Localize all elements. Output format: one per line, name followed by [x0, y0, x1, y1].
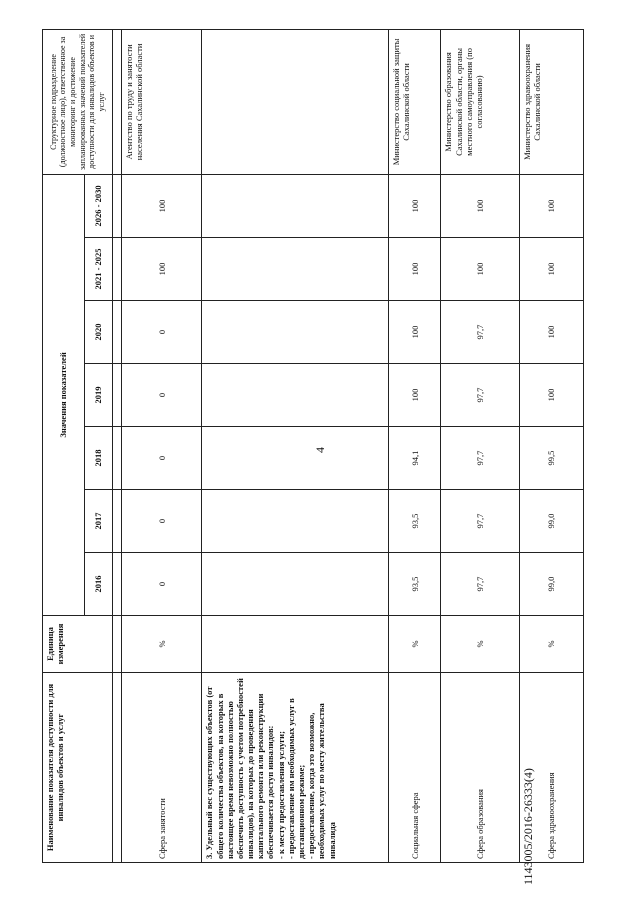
row-value: 100 — [519, 174, 583, 237]
row-name: Сфера образования — [441, 673, 519, 863]
row-value: 100 — [441, 238, 519, 301]
row-value: 0 — [122, 553, 202, 616]
row-value: 99,0 — [519, 553, 583, 616]
row-name: Сфера здравоохранения — [519, 673, 583, 863]
row-value: 99,5 — [519, 427, 583, 490]
header-values-group: Значения показателей — [43, 174, 85, 615]
row-value: 97,7 — [441, 301, 519, 364]
indicator-3-item: - предоставление, когда это возможно, необходимых услуг по месту жительства инвалида — [306, 703, 337, 859]
indicator-table — [42, 29, 584, 863]
header-responsible: Структурное подразделение (должностное лицо), ответственное за мониторинг и достижение запланированных значений показателей доступности для инвалидов объектов и услуг — [43, 29, 113, 174]
row-unit: % — [441, 616, 519, 673]
indicator-table-rotated — [42, 31, 584, 863]
row-value: 93,5 — [389, 490, 441, 553]
row-value: 100 — [389, 301, 441, 364]
row-value: 100 — [519, 238, 583, 301]
table-row-social — [389, 29, 441, 862]
header-year: 2017 — [85, 490, 113, 553]
header-year: 2016 — [85, 553, 113, 616]
row-value: 0 — [122, 364, 202, 427]
row-value: 100 — [389, 174, 441, 237]
table-row-employment — [122, 29, 202, 862]
row-value: 100 — [519, 364, 583, 427]
table-row-education — [441, 29, 519, 862]
row-value: 93,5 — [389, 553, 441, 616]
row-responsible: Министерство социальной защиты Сахалинской области — [389, 29, 441, 174]
row-value: 97,7 — [441, 427, 519, 490]
indicator-3-item: - предоставление им необходимых услуг в дистанционном режиме; — [285, 698, 307, 859]
row-value: 100 — [389, 238, 441, 301]
header-year: 2021 - 2025 — [85, 238, 113, 301]
row-value: 0 — [122, 490, 202, 553]
row-value: 94,1 — [389, 427, 441, 490]
table-row-indicator-3 — [202, 29, 389, 862]
row-value: 0 — [122, 301, 202, 364]
row-unit: % — [389, 616, 441, 673]
header-year: 2019 — [85, 364, 113, 427]
row-value: 100 — [389, 364, 441, 427]
row-name: Социальная сфера — [389, 673, 441, 863]
row-value: 97,7 — [441, 364, 519, 427]
row-name: Сфера занятости — [122, 673, 202, 863]
row-responsible: Агентство по труду и занятости населения Сахалинской области — [122, 29, 202, 174]
row-value: 0 — [122, 427, 202, 490]
document-code: 1143005/2016-26333(4) — [521, 768, 535, 885]
row-value: 97,7 — [441, 490, 519, 553]
indicator-3-description — [202, 673, 389, 863]
indicator-3-text: 3. Удельный вес существующих объектов (от общего количества объектов, на которых в настоящее время невозможно полностью обеспечить доступность с учетом потребностей инвалидов), на которых до проведения капитального ремонта или реконструкции обеспечивается доступ инвалидов: — [204, 678, 276, 859]
row-unit: % — [519, 616, 583, 673]
header-year: 2026 - 2030 — [85, 174, 113, 237]
header-indicator-name: Наименование показателя доступности для инвалидов объектов и услуг — [43, 673, 113, 863]
row-value: 99,0 — [519, 490, 583, 553]
header-year: 2018 — [85, 427, 113, 490]
row-value: 100 — [519, 301, 583, 364]
row-value: 97,7 — [441, 553, 519, 616]
header-year: 2020 — [85, 301, 113, 364]
indicator-3-item: - к месту предоставления услуги; — [275, 731, 286, 859]
table-spacer — [113, 29, 122, 862]
header-unit: Единица измерения — [43, 616, 113, 673]
row-responsible: Министерство здравоохранения Сахалинской области — [519, 29, 583, 174]
row-value: 100 — [122, 174, 202, 237]
row-unit: % — [122, 616, 202, 673]
page-number: 4 — [313, 447, 327, 453]
row-responsible: Министерство образования Сахалинской области, органы местного самоуправления (по согласованию) — [441, 29, 519, 174]
row-value: 100 — [441, 174, 519, 237]
row-value: 100 — [122, 238, 202, 301]
